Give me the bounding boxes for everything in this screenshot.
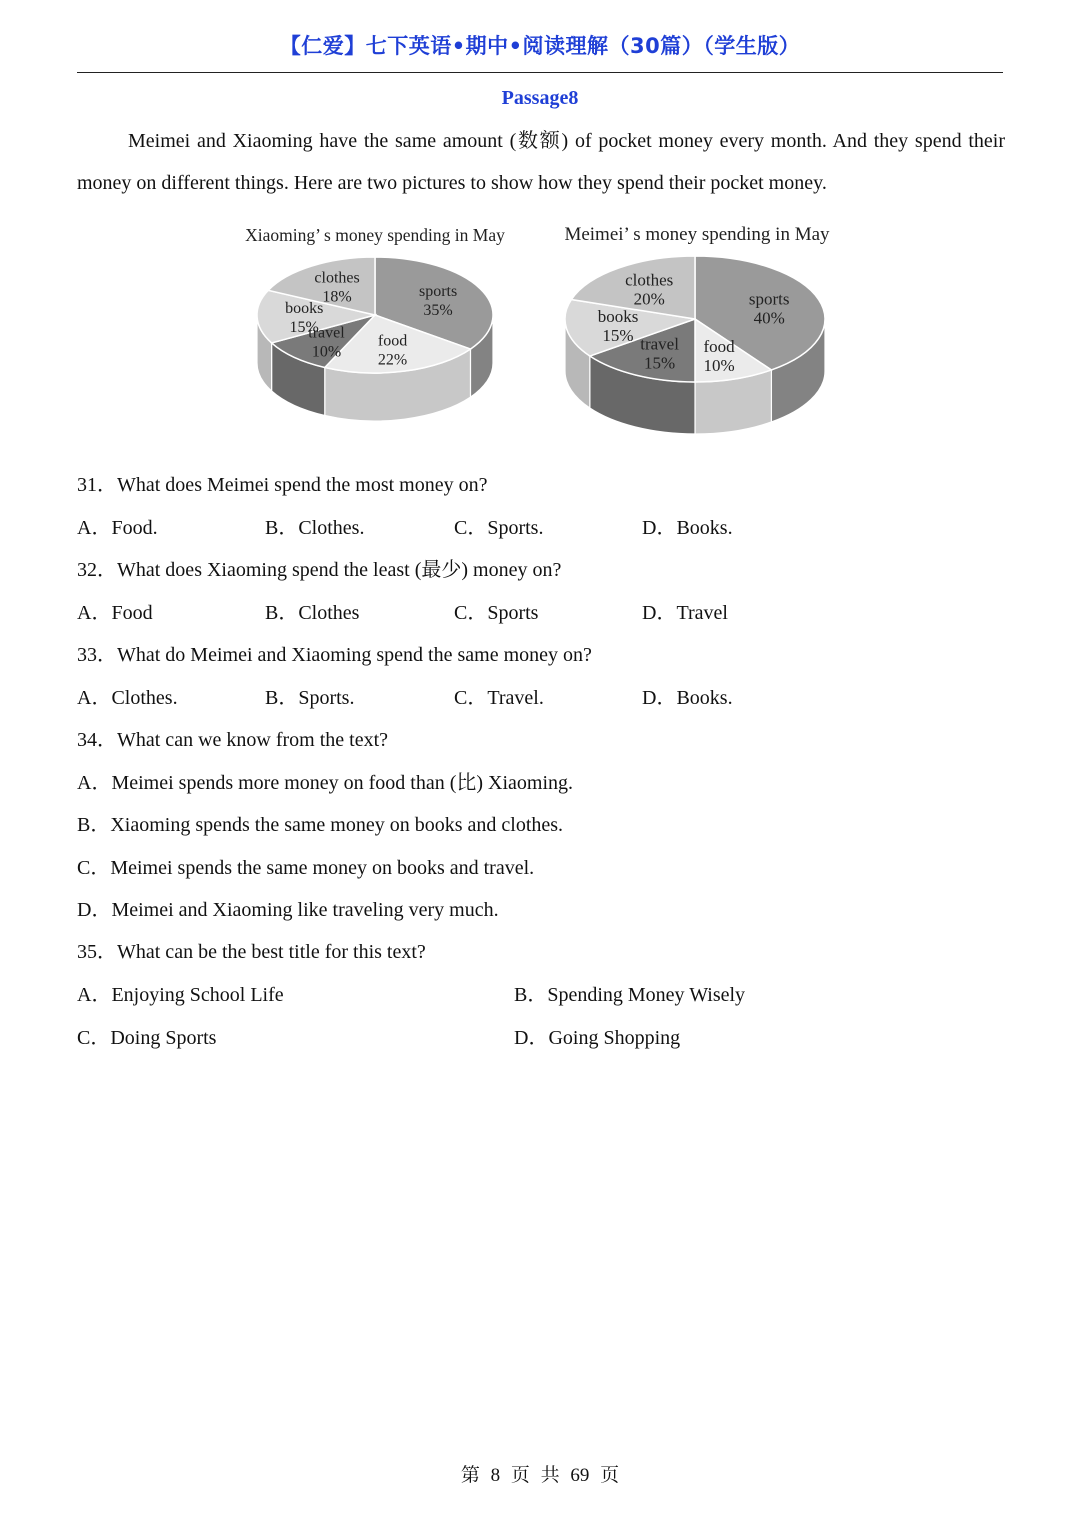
pie-label-food: food — [703, 336, 735, 356]
pie-value-clothes: 18% — [322, 288, 352, 306]
pie-label-books: books — [285, 300, 324, 318]
question-number: 31． — [77, 474, 117, 496]
passage-title: Passage8 — [501, 87, 579, 109]
chart-title-xiaoming: Xiaoming’ s money spending in May — [245, 225, 505, 245]
pie-label-books: books — [597, 306, 639, 326]
question-number: 33． — [77, 644, 117, 666]
passage-paragraph: Meimei and Xiaoming have the same amount (数额) of pocket money every month. And they spend their money on different things. Here are two pictures to show how they spend their pocket money. — [77, 130, 1005, 194]
pie-value-travel: 10% — [311, 343, 342, 361]
question-text: What does Xiaoming spend the least (最少) money on? — [117, 559, 562, 581]
pie-charts — [215, 215, 865, 450]
q33-option-b: B．Sports. — [265, 687, 355, 709]
header-rule — [77, 72, 1003, 73]
q35-option-c: C．Doing Sports — [77, 1027, 217, 1049]
pie-label-clothes: clothes — [314, 269, 360, 287]
pie-label-travel: travel — [308, 324, 345, 342]
chart-title-meimei: Meimei’ s money spending in May — [564, 224, 830, 245]
q33-option-a: A．Clothes. — [77, 687, 178, 709]
q31-option-c: C．Sports. — [454, 517, 544, 539]
pie-label-food: food — [377, 332, 408, 350]
pie-value-sports: 40% — [753, 308, 785, 328]
page-footer: 第 8 页 共 69 页 — [460, 1465, 620, 1486]
question-text: What do Meimei and Xiaoming spend the same money on? — [117, 644, 592, 666]
q34-option-d: D．Meimei and Xiaoming like traveling very much. — [77, 899, 499, 921]
q35-option-d: D．Going Shopping — [514, 1027, 681, 1049]
pie-value-food: 22% — [377, 351, 408, 369]
q32-option-d: D．Travel — [642, 602, 728, 624]
q35-option-a: A．Enjoying School Life — [77, 984, 284, 1006]
question-32 — [77, 553, 561, 582]
q33-option-d: D．Books. — [642, 687, 733, 709]
q34-option-a: A．Meimei spends more money on food than (比) Xiaoming. — [77, 772, 574, 794]
document-header: 【仁爱】七下英语•期中•阅读理解（30篇）（学生版） — [279, 34, 801, 58]
question-34 — [77, 723, 388, 752]
question-text: What can we know from the text? — [117, 729, 389, 751]
pie-label-sports: sports — [418, 283, 458, 301]
pie-chart-xiaoming — [257, 257, 493, 421]
q31-option-a: A．Food. — [77, 517, 158, 539]
pie-value-sports: 35% — [423, 302, 453, 320]
pie-value-books: 15% — [289, 319, 319, 337]
pie-label-sports: sports — [748, 289, 790, 309]
pie-chart-meimei — [565, 256, 825, 434]
question-number: 32． — [77, 559, 117, 581]
pie-value-clothes: 20% — [633, 289, 665, 309]
q31-option-b: B．Clothes. — [265, 517, 365, 539]
question-text: What can be the best title for this text? — [117, 941, 426, 963]
q34-option-c: C．Meimei spends the same money on books and travel. — [77, 857, 535, 879]
pie-label-clothes: clothes — [625, 270, 674, 290]
question-31 — [77, 468, 487, 497]
q31-option-d: D．Books. — [642, 517, 733, 539]
question-33 — [77, 638, 592, 667]
q32-option-b: B．Clothes — [265, 602, 360, 624]
question-number: 35． — [77, 941, 117, 963]
q34-option-b: B．Xiaoming spends the same money on books and clothes. — [77, 814, 564, 836]
pie-value-food: 10% — [703, 355, 735, 375]
question-number: 34． — [77, 729, 117, 751]
pie-value-books: 15% — [602, 325, 634, 345]
pie-label-travel: travel — [640, 334, 679, 354]
pie-value-travel: 15% — [644, 353, 676, 373]
question-text: What does Meimei spend the most money on? — [117, 474, 488, 496]
question-35 — [77, 935, 426, 964]
q33-option-c: C．Travel. — [454, 687, 544, 709]
q35-option-b: B．Spending Money Wisely — [514, 984, 746, 1006]
q32-option-c: C．Sports — [454, 602, 539, 624]
q32-option-a: A．Food — [77, 602, 153, 624]
